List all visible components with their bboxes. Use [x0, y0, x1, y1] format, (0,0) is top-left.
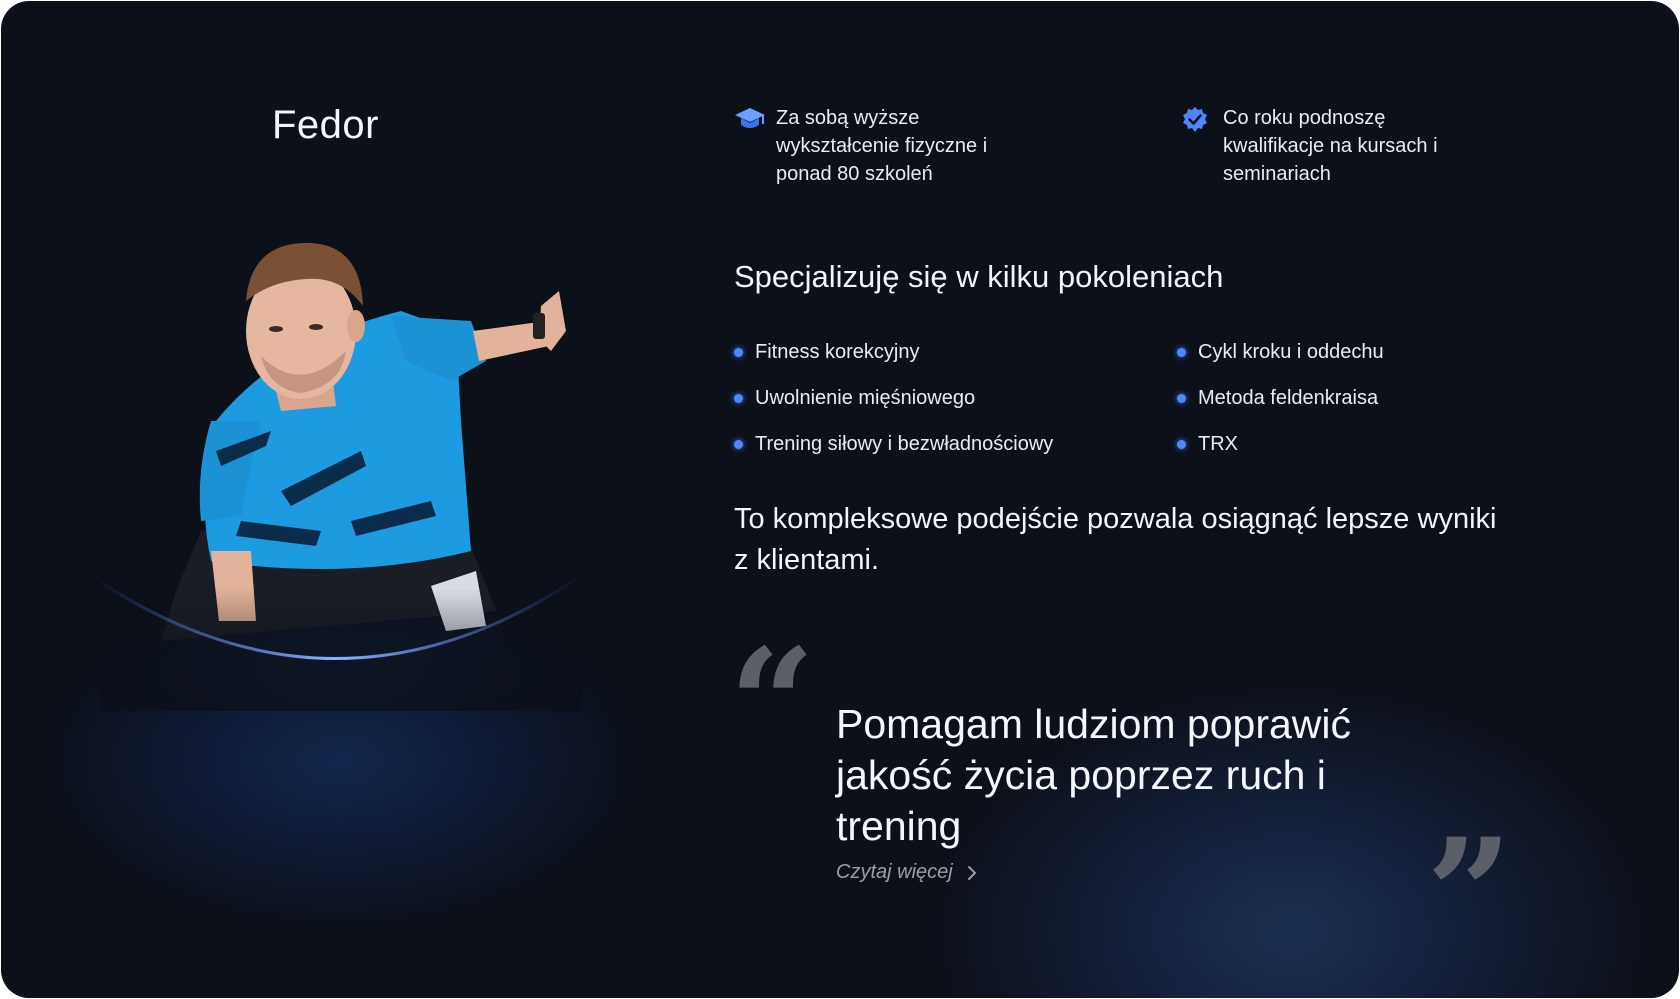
skill-label: Trening siłowy i bezwładnościowy — [755, 433, 1054, 455]
open-quote-icon: “ — [729, 616, 816, 792]
verified-badge-icon — [1181, 106, 1213, 134]
skill-label: Fitness korekcyjny — [755, 341, 920, 363]
read-more-label: Czytaj więcej — [836, 861, 953, 883]
skill-item — [1177, 433, 1238, 456]
trainer-card — [1, 1, 1679, 998]
trainer-photo — [101, 221, 581, 711]
skill-item — [1177, 387, 1378, 410]
skill-label: Cykl kroku i oddechu — [1198, 341, 1384, 363]
skill-item — [734, 341, 920, 364]
skill-item — [734, 387, 975, 410]
fact-qualifications-text: Co roku podnoszę kwalifikacje na kursach i seminariach — [1223, 107, 1438, 185]
skill-item — [1177, 341, 1384, 364]
summary-text: To kompleksowe podejście pozwala osiągnąć lepsze wyniki z klientami. — [734, 503, 1497, 576]
bullet-icon — [1177, 348, 1186, 357]
read-more-link[interactable] — [836, 861, 977, 884]
skill-label: Metoda feldenkraisa — [1198, 387, 1379, 409]
skill-item — [734, 433, 1053, 456]
bullet-icon — [1177, 440, 1186, 449]
bullet-icon — [734, 394, 743, 403]
chevron-right-icon — [967, 865, 977, 881]
fact-education-text: Za sobą wyższe wykształcenie fizyczne i ponad 80 szkoleń — [776, 107, 988, 185]
bullet-icon — [734, 348, 743, 357]
skill-label: Uwolnienie mięśniowego — [755, 387, 976, 409]
fact-education — [734, 104, 1036, 188]
quote-text: Pomagam ludziom poprawić jakość życia poprzez ruch i trening — [836, 701, 1352, 849]
trainer-name: Fedor — [272, 103, 379, 147]
specialization-title: Specjalizuję się w kilku pokoleniach — [734, 259, 1224, 294]
bullet-icon — [1177, 394, 1186, 403]
bullet-icon — [734, 440, 743, 449]
skill-label: TRX — [1198, 433, 1238, 455]
fact-qualifications — [1181, 104, 1483, 188]
close-quote-icon: ” — [1426, 806, 1513, 982]
graduation-cap-icon — [734, 106, 766, 134]
